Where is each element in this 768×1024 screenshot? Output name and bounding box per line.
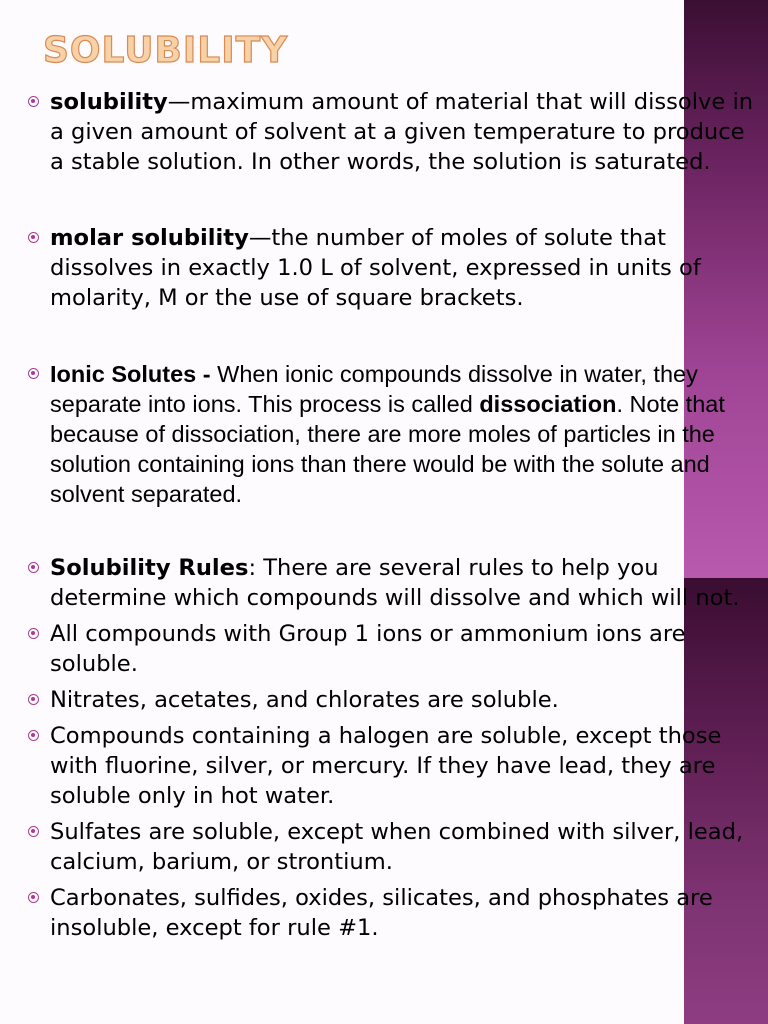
bullet-item-molar-solubility [28,223,763,313]
rule-item-halogens [28,721,763,811]
circled-dot-icon [28,368,39,379]
term-solubility: solubility [50,89,168,115]
rule-item-sulfates [28,817,763,877]
solubility-rules-intro: : There are several rules to help you determine which compounds will dissolve and which will not. [50,555,740,611]
rule-text: All compounds with Group 1 ions or ammonium ions are soluble. [50,621,686,677]
term-molar-solubility: molar solubility [50,225,249,251]
circled-dot-icon [28,730,39,741]
definition-solubility: —maximum amount of material that will dissolve in a given amount of solvent at a given temperature to produce a stable solution. In other words, the solution is saturated. [50,89,754,175]
rule-text: Carbonates, sulfides, oxides, silicates, and phosphates are insoluble, except for rule #1. [50,885,713,941]
slide-content [28,87,763,943]
circled-dot-icon [28,628,39,639]
rule-item-group-1 [28,619,763,679]
term-dissociation: dissociation [479,391,617,417]
ionic-solutes-text-end: . Note that because of dissociation, there are more moles of particles in the solution containing ions than there would be with the solute and solvent separated. [50,391,725,507]
rule-item-nitrates [28,685,763,715]
circled-dot-icon [28,232,39,243]
circled-dot-icon [28,826,39,837]
circled-dot-icon [28,96,39,107]
ionic-solutes-text-start: When ionic compounds dissolve in water, they separate into ions. This process is called [50,361,698,417]
term-ionic-solutes: Ionic Solutes - [50,361,218,387]
rule-text: Sulfates are soluble, except when combined with silver, lead, calcium, barium, or strontium. [50,819,744,875]
definition-molar-solubility: —the number of moles of solute that dissolves in exactly 1.0 L of solvent, expressed in units of molarity, M or the use of square brackets. [50,225,701,311]
rule-item-carbonates [28,883,763,943]
slide-title: SOLUBILITY [43,30,289,71]
rule-text: Nitrates, acetates, and chlorates are soluble. [50,687,559,713]
circled-dot-icon [28,694,39,705]
bullet-item-ionic-solutes [28,359,763,509]
rule-text: Compounds containing a halogen are soluble, except those with fluorine, silver, or mercury. If they have lead, they are soluble only in hot water. [50,723,722,809]
circled-dot-icon [28,892,39,903]
term-solubility-rules: Solubility Rules [50,555,249,581]
circled-dot-icon [28,562,39,573]
bullet-item-solubility [28,87,763,177]
bullet-item-solubility-rules [28,553,763,613]
